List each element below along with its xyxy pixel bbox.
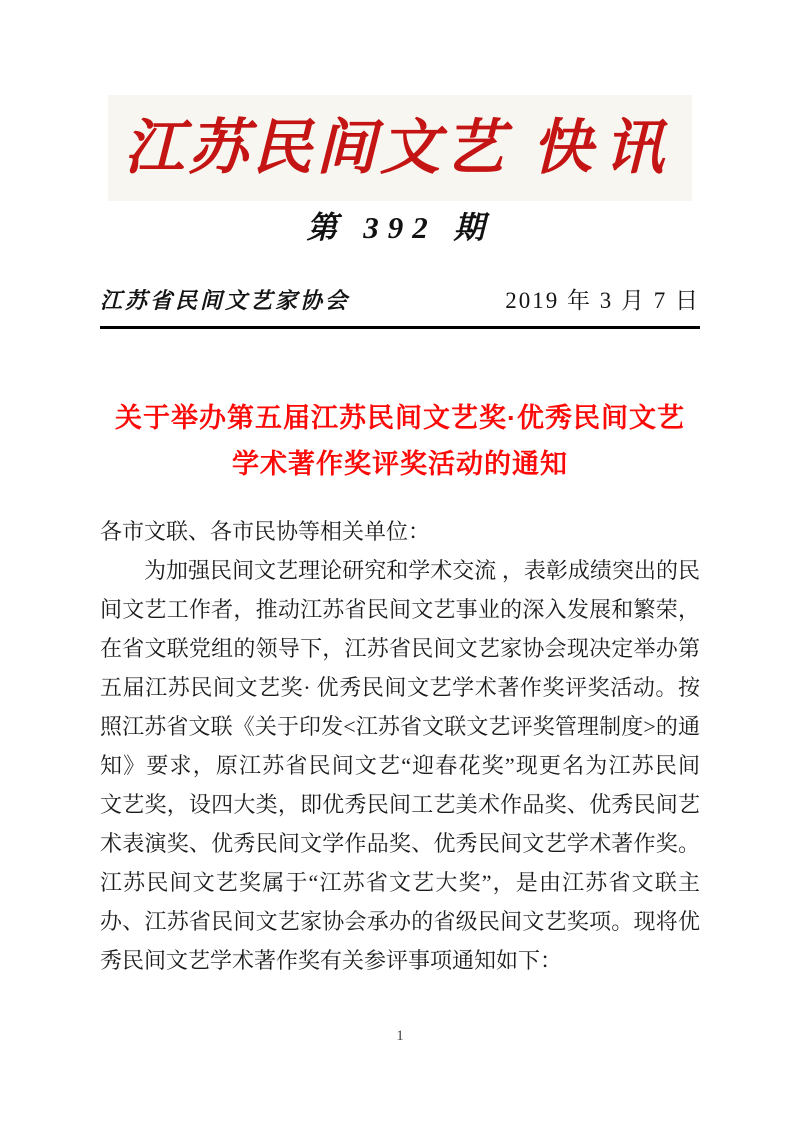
organization-name: 江苏省民间文艺家协会 [100, 288, 351, 313]
issue-number: 第 392 期 [306, 210, 494, 245]
notice-title [100, 395, 700, 487]
masthead [108, 95, 692, 201]
body-line: 江苏民间文艺奖属于“江苏省文艺大奖”，是由江苏省文联主 [100, 870, 700, 895]
body-line: 为加强民间文艺理论研究和学术交流 ，表彰成绩突出的民 [144, 558, 700, 583]
body-line: 在省文联党组的领导下，江苏省民间文艺家协会现决定举办第 [100, 636, 700, 661]
masthead-calligraphy [124, 113, 676, 183]
masthead-title-main: 江苏民间文艺 [124, 113, 508, 183]
body-line: 秀民间文艺学术著作奖有关参评事项通知如下： [100, 948, 563, 973]
header-divider [100, 326, 700, 329]
notice-title-line1: 关于举办第五届江苏民间文艺奖·优秀民间文艺 [115, 403, 685, 433]
body-line: 办、江苏省民间文艺家协会承办的省级民间文艺奖项。现将优 [100, 909, 700, 934]
publication-info-row [100, 282, 700, 315]
body-line: 五届江苏民间文艺奖· 优秀民间文艺学术著作奖评奖活动。按 [100, 675, 700, 700]
body-line: 文艺奖，设四大类，即优秀民间工艺美术作品奖、优秀民间艺 [100, 792, 700, 817]
notice-body [100, 512, 700, 980]
page-number: 1 [396, 1028, 404, 1044]
body-line: 照江苏省文联《关于印发<江苏省文联文艺评奖管理制度>的通 [100, 714, 700, 739]
body-line: 间文艺工作者，推动江苏省民间文艺事业的深入发展和繁荣， [100, 597, 700, 622]
body-line: 术表演奖、优秀民间文学作品奖、优秀民间文艺学术著作奖。 [100, 831, 700, 856]
publication-date: 2019 年 3 月 7 日 [505, 288, 700, 313]
body-line-salutation: 各市文联、各市民协等相关单位： [100, 519, 431, 544]
body-line: 知》要求，原江苏省民间文艺“迎春花奖”现更名为江苏民间 [100, 753, 700, 778]
notice-title-line2: 学术著作奖评奖活动的通知 [232, 449, 568, 479]
masthead-title-suffix: 快讯 [532, 113, 676, 183]
